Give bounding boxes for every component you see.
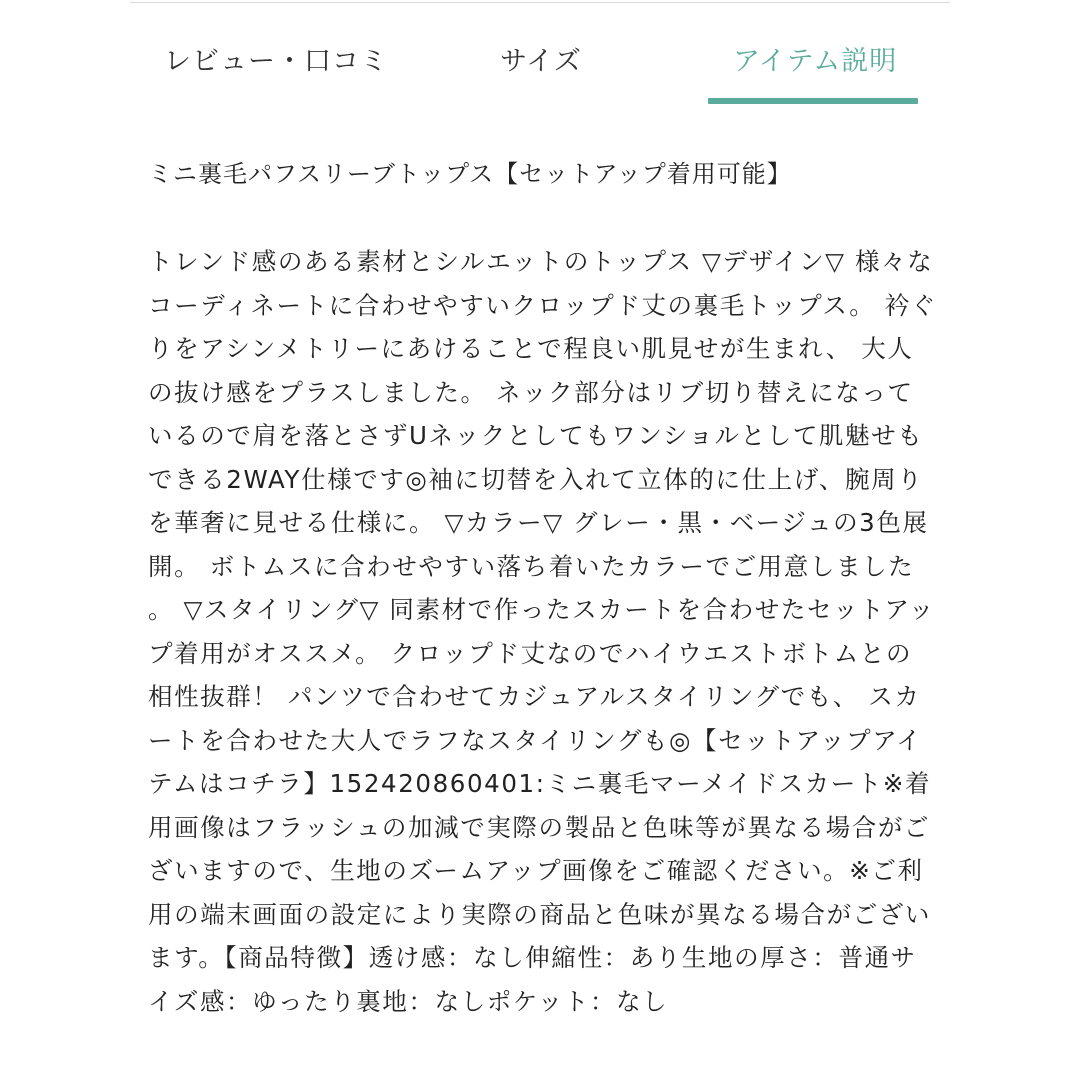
tab-size[interactable]: サイズ — [500, 46, 582, 77]
item-title: ミニ裏毛パフスリーブトップス【セットアップ着用可能】 — [148, 160, 792, 188]
active-tab-indicator — [708, 98, 918, 104]
tab-item-description[interactable]: アイテム説明 — [733, 46, 898, 77]
item-description-content — [148, 152, 938, 1048]
tab-reviews[interactable]: レビュー・口コミ — [164, 46, 388, 77]
tab-bar — [130, 0, 950, 110]
item-description-text: トレンド感のある素材とシルエットのトップス ▽デザイン▽ 様々なコーディネートに合わせやすいクロップド丈の裏毛トップス。 衿ぐりをアシンメトリーにあけることで程良い肌見せが生まれ、 大人の抜け感をプラスしました。 ネック部分はリブ切り替えになっているので肩を落とさずUネックとしてもワンショルとして肌魅せもできる2WAY仕様です◎袖に切替を入れて立体的に仕上げ、腕周りを華奢に見せる仕様に。 ▽カラー▽ グレー・黒・ベージュの3色展開。 ボトムスに合わせやすい落ち着いたカラーでご用意しました。 ▽スタイリング▽ 同素材で作ったスカートを合わせたセットアップ着用がオススメ。 クロップド丈なのでハイウエストボトムとの相性抜群！ パンツで合わせてカジュアルスタイリングでも、 スカートを合わせた大人でラフなスタイリングも◎【セットアップアイテムはコチラ】152420860401:ミニ裏毛マーメイドスカート※着用画像はフラッシュの加減で実際の製品と色味等が異なる場合がございますので、生地のズームアップ画像をご確認ください。※ご利用の端末画面の設定により実際の商品と色味が異なる場合がございます。【商品特徴】透け感：なし伸縮性：あり生地の厚さ：普通サイズ感：ゆったり裏地：なしポケット：なし — [148, 247, 937, 1016]
